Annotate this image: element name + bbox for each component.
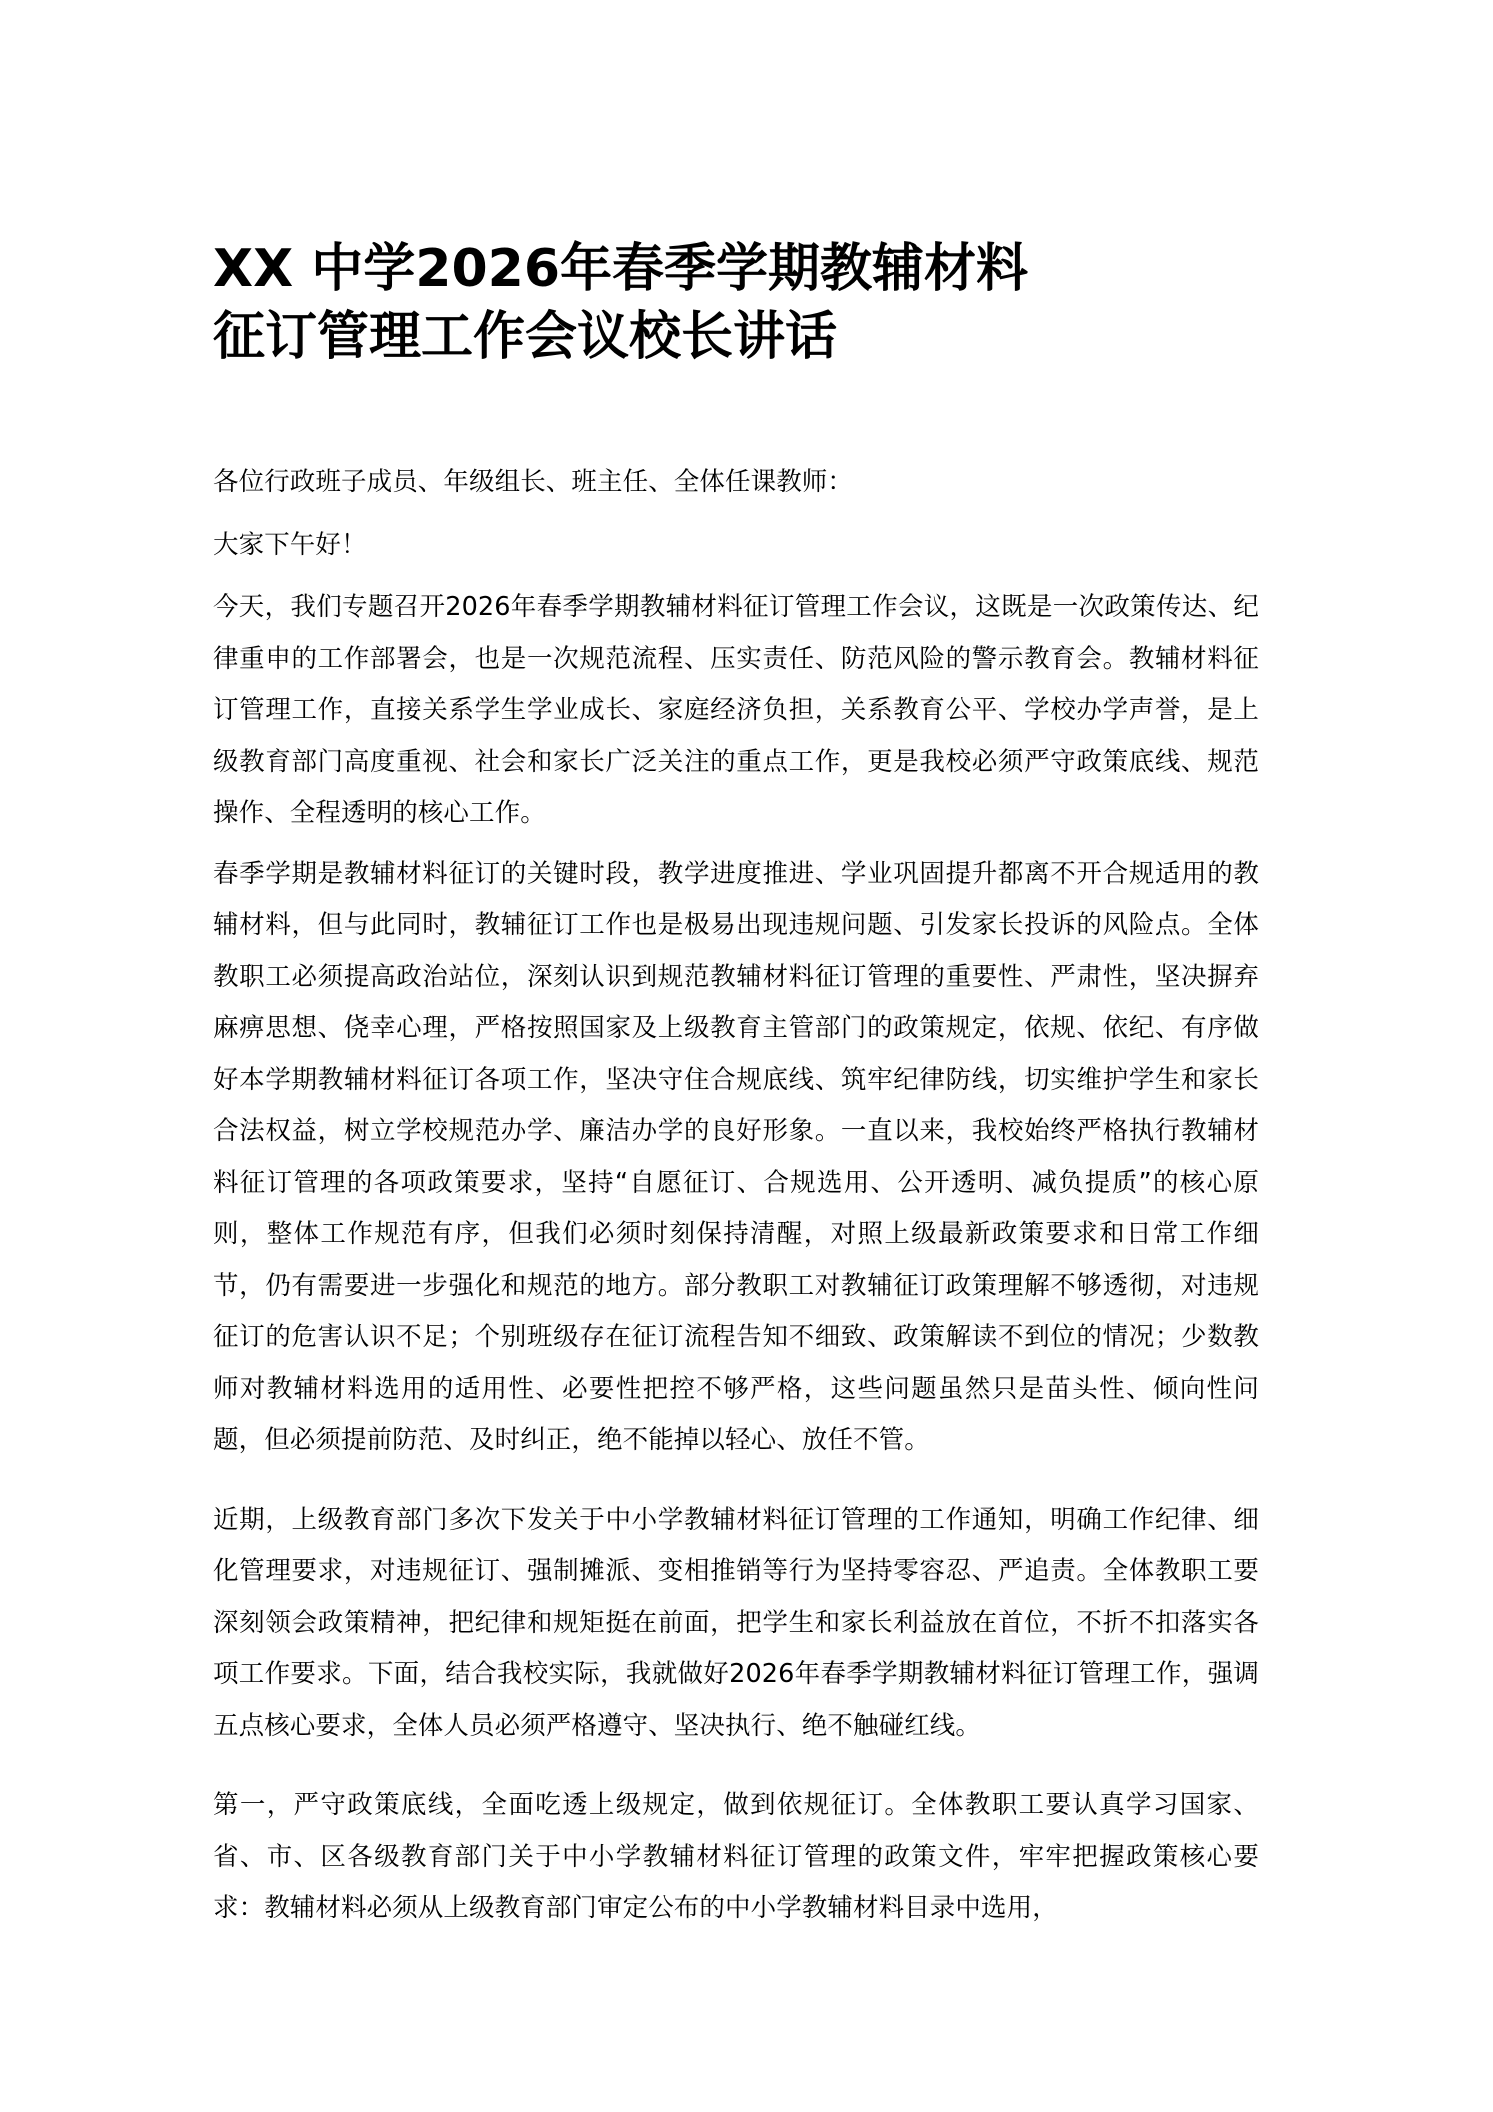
body-paragraph-3: 近期，上级教育部门多次下发关于中小学教辅材料征订管理的工作通知，明确工作纪律、细化管理要求，对违规征订、强制摊派、变相推销等行为坚持零容忍、严追责。全体教职工要深刻领会政策精神，把纪律和规矩挺在前面，把学生和家长利益放在首位，不折不扣落实各项工作要求。下面，结合我校实际，我就做好2026年春季学期教辅材料征订管理工作，强调五点核心要求，全体人员必须严格遵守、坚决执行、绝不触碰红线。	[213, 1504, 1259, 1741]
spacer-paragraph-1	[213, 840, 1259, 849]
title-spacer	[213, 371, 1259, 457]
spacer-paragraph-2	[213, 1467, 1259, 1495]
document-content	[213, 0, 1259, 1935]
spacer-salutation	[213, 509, 1259, 520]
spacer-greeting	[213, 571, 1259, 582]
page-title-line-1: XX 中学2026年春季学期教辅材料	[213, 239, 1029, 299]
body-paragraph-1: 今天，我们专题召开2026年春季学期教辅材料征订管理工作会议，这既是一次政策传达、纪律重申的工作部署会，也是一次规范流程、压实责任、防范风险的警示教育会。教辅材料征订管理工作，直接关系学生学业成长、家庭经济负担，关系教育公平、学校办学声誉，是上级教育部门高度重视、社会和家长广泛关注的重点工作，更是我校必须严守政策底线、规范操作、全程透明的核心工作。	[213, 592, 1259, 829]
page-title	[213, 236, 1259, 371]
page-title-line-2: 征订管理工作会议校长讲话	[213, 306, 838, 367]
body-paragraph-2: 春季学期是教辅材料征订的关键时段，教学进度推进、学业巩固提升都离不开合规适用的教辅材料，但与此同时，教辅征订工作也是极易出现违规问题、引发家长投诉的风险点。全体教职工必须提高政治站位，深刻认识到规范教辅材料征订管理的重要性、严肃性，坚决摒弃麻痹思想、侥幸心理，严格按照国家及上级教育主管部门的政策规定，依规、依纪、有序做好本学期教辅材料征订各项工作，坚决守住合规底线、筑牢纪律防线，切实维护学生和家长合法权益，树立学校规范办学、廉洁办学的良好形象。一直以来，我校始终严格执行教辅材料征订管理的各项政策要求，坚持“自愿征订、合规选用、公开透明、减负提质”的核心原则，整体工作规范有序，但我们必须时刻保持清醒，对照上级最新政策要求和日常工作细节，仍有需要进一步强化和规范的地方。部分教职工对教辅征订政策理解不够透彻，对违规征订的危害认识不足；个别班级存在征订流程告知不细致、政策解读不到位的情况；少数教师对教辅材料选用的适用性、必要性把控不够严格，这些问题虽然只是苗头性、倾向性问题，但必须提前防范、及时纠正，绝不能掉以轻心、放任不管。	[213, 858, 1259, 1456]
salutation-line: 各位行政班子成员、年级组长、班主任、全体任课教师：	[213, 467, 854, 498]
greeting-line: 大家下午好！	[213, 529, 367, 560]
spacer-paragraph-3	[213, 1752, 1259, 1780]
document-title-block	[213, 0, 1259, 371]
body-paragraph-4: 第一，严守政策底线，全面吃透上级规定，做到依规征订。全体教职工要认真学习国家、省、市、区各级教育部门关于中小学教辅材料征订管理的政策文件，牢牢把握政策核心要求：教辅材料必须从上级教育部门审定公布的中小学教辅材料目录中选用，	[213, 1790, 1259, 1924]
